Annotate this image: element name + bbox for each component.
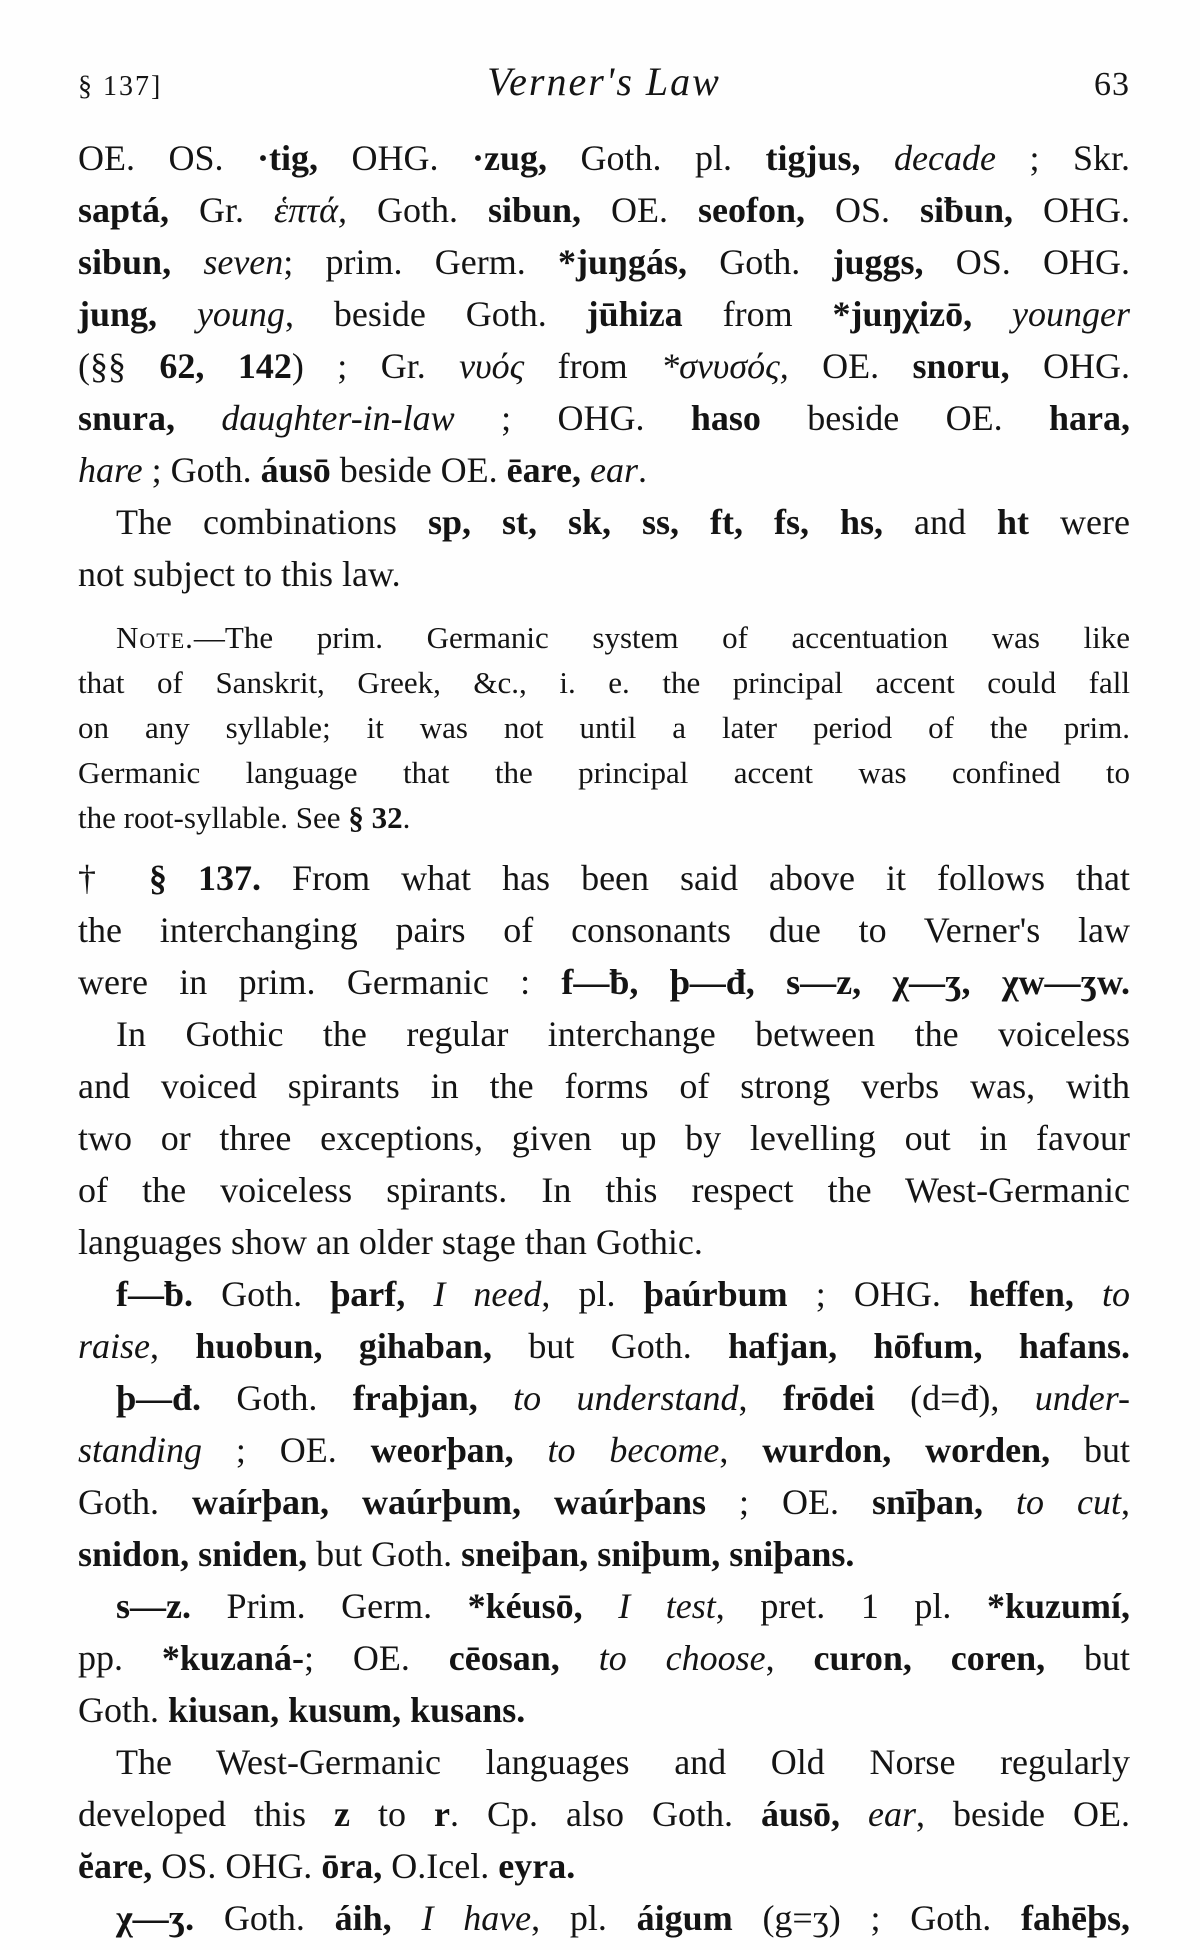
text-line xyxy=(78,852,1130,904)
page-title: Verner's Law xyxy=(487,59,721,104)
text-line xyxy=(78,548,1130,600)
text-segment: OE. OS. xyxy=(78,138,258,178)
text-segment: *kuzaná- xyxy=(161,1638,304,1678)
text-segment: In Gothic the regular interchange between the voiceless xyxy=(116,1014,1130,1054)
text-line xyxy=(78,1684,1130,1736)
para-s-z xyxy=(78,1580,1130,1736)
text-segment: but xyxy=(1050,1430,1130,1470)
text-segment: ·tig, xyxy=(257,138,319,178)
section-reference: § 137] xyxy=(78,71,163,102)
text-segment: Goth. xyxy=(78,1690,168,1730)
text-segment: cēosan, xyxy=(448,1638,560,1678)
text-segment: r xyxy=(433,1794,450,1834)
text-segment: were xyxy=(1029,502,1130,542)
text-segment: hare xyxy=(78,450,143,490)
text-segment: ōra, xyxy=(321,1846,383,1886)
text-segment: of the voiceless spirants. In this respect the West-Germanic xyxy=(78,1170,1130,1210)
text-segment: but Goth. xyxy=(491,1326,729,1366)
text-segment xyxy=(583,1586,619,1626)
para-combinations xyxy=(78,496,1130,600)
text-line xyxy=(78,132,1130,184)
text-segment: seven xyxy=(203,242,284,282)
text-segment: were in prim. Germanic : xyxy=(78,962,562,1002)
text-segment: sibun, xyxy=(78,242,172,282)
text-segment: , xyxy=(765,1638,814,1678)
text-segment: , pl. xyxy=(531,1898,637,1938)
text-segment: to become xyxy=(547,1430,720,1470)
text-segment: developed this xyxy=(78,1794,334,1834)
para-x-g xyxy=(78,1892,1130,1944)
text-segment: χ—ʒ. xyxy=(116,1898,195,1938)
page-number: 63 xyxy=(1094,66,1130,103)
text-segment: *juŋgás, xyxy=(557,242,688,282)
text-segment: , xyxy=(738,1378,783,1418)
text-segment: Goth. xyxy=(78,1482,192,1522)
text-segment xyxy=(972,294,1012,334)
text-segment: siƀun, xyxy=(919,190,1014,230)
text-segment: saptá, xyxy=(78,190,170,230)
para-continuation xyxy=(78,132,1130,496)
text-segment: decade xyxy=(894,138,996,178)
text-line xyxy=(78,795,1130,840)
text-segment: *kuzumí, xyxy=(986,1586,1131,1626)
text-segment: eyra. xyxy=(498,1846,576,1886)
text-segment: sibun, xyxy=(487,190,582,230)
text-segment: fahēþs, xyxy=(1020,1898,1130,1938)
para-f-b xyxy=(78,1268,1130,1372)
text-segment: OHG. xyxy=(1013,190,1130,230)
text-line xyxy=(78,340,1130,392)
text-segment: *σνυσός, xyxy=(661,346,789,386)
text-segment: juggs, xyxy=(832,242,924,282)
text-segment: waírþan, waúrþum, waúrþans xyxy=(191,1482,707,1522)
text-segment: § 32 xyxy=(348,800,403,835)
text-segment xyxy=(175,398,221,438)
text-segment: to choose xyxy=(598,1638,766,1678)
text-segment: ēare, xyxy=(506,450,581,490)
text-segment: OE. xyxy=(581,190,698,230)
text-segment: I test xyxy=(618,1586,716,1626)
text-segment: 62, 142 xyxy=(159,346,292,386)
text-segment: jūhiza xyxy=(586,294,683,334)
text-segment: to xyxy=(1102,1274,1131,1314)
text-segment xyxy=(392,1898,422,1938)
text-segment: ; prim. Germ. xyxy=(283,242,558,282)
text-segment: (g=ʒ) ; Goth. xyxy=(732,1898,1021,1938)
text-line xyxy=(78,1892,1130,1944)
text-segment: ; OE. xyxy=(202,1430,371,1470)
text-segment: OS. OHG. xyxy=(923,242,1131,282)
text-segment: Goth. xyxy=(347,190,488,230)
text-line xyxy=(78,444,1130,496)
text-segment: I need xyxy=(433,1274,542,1314)
text-segment: Goth. xyxy=(687,242,833,282)
text-segment: heffen, xyxy=(968,1274,1074,1314)
text-segment: not subject to this law. xyxy=(78,554,401,594)
text-line xyxy=(78,660,1130,705)
text-segment: þ—đ. xyxy=(116,1378,202,1418)
text-segment: (§§ xyxy=(78,346,160,386)
text-segment: languages show an older stage than Gothic. xyxy=(78,1222,703,1262)
text-line xyxy=(78,1424,1130,1476)
text-segment: Gr. xyxy=(169,190,274,230)
text-segment: OE. xyxy=(788,346,913,386)
text-segment: Goth. xyxy=(193,1274,331,1314)
text-line xyxy=(78,236,1130,288)
text-segment xyxy=(983,1482,1016,1522)
text-segment: ; OE. xyxy=(706,1482,872,1522)
text-segment: ·zug, xyxy=(472,138,548,178)
text-segment: , beside OE. xyxy=(916,1794,1130,1834)
text-line xyxy=(78,184,1130,236)
text-line xyxy=(78,1008,1130,1060)
text-segment: that of Sanskrit, Greek, &c., i. e. the principal accent could fall xyxy=(78,665,1130,700)
text-segment: standing xyxy=(78,1430,203,1470)
text-segment: and voiced spirants in the forms of strong verbs was, with xyxy=(78,1066,1130,1106)
text-segment: , pret. 1 pl. xyxy=(715,1586,987,1626)
text-segment: áigum xyxy=(636,1898,733,1938)
text-segment: hara, xyxy=(1049,398,1130,438)
text-segment: s—z. xyxy=(116,1586,191,1626)
text-line xyxy=(78,615,1130,660)
text-line xyxy=(78,705,1130,750)
text-segment: daughter-in-law xyxy=(221,398,455,438)
text-segment: but xyxy=(1045,1638,1131,1678)
text-segment: under- xyxy=(1034,1378,1131,1418)
text-line xyxy=(78,1840,1130,1892)
text-segment: kiusan, kusum, kusans. xyxy=(168,1690,526,1730)
text-segment: younger xyxy=(1012,294,1131,334)
text-segment: ἑπτά, xyxy=(273,190,347,230)
text-segment: , xyxy=(150,1326,196,1366)
para-note xyxy=(78,615,1130,840)
text-line xyxy=(78,1164,1130,1216)
text-segment: , pl. xyxy=(541,1274,644,1314)
text-segment: Goth. xyxy=(194,1898,335,1938)
text-line xyxy=(78,1736,1130,1788)
text-segment: (d=đ), xyxy=(874,1378,1035,1418)
text-segment: þarf, xyxy=(330,1274,406,1314)
text-segment: to xyxy=(349,1794,434,1834)
text-line xyxy=(78,904,1130,956)
text-segment: O.Icel. xyxy=(382,1846,499,1886)
text-segment: the root-syllable. See xyxy=(78,800,349,835)
text-segment: f—ƀ. xyxy=(116,1274,194,1314)
text-segment: raise xyxy=(78,1326,150,1366)
text-segment: ; Skr. xyxy=(995,138,1131,178)
text-segment: νυός xyxy=(459,346,525,386)
text-line xyxy=(78,1320,1130,1372)
text-segment: þaúrbum xyxy=(643,1274,788,1314)
text-segment: ) ; Gr. xyxy=(291,346,460,386)
text-segment: áusō xyxy=(260,450,331,490)
text-segment: , xyxy=(1121,1482,1131,1522)
text-segment: ĕare, xyxy=(78,1846,153,1886)
text-line xyxy=(78,956,1130,1008)
text-line xyxy=(78,1580,1130,1632)
text-segment: OS. OHG. xyxy=(152,1846,322,1886)
text-segment: and xyxy=(883,502,998,542)
text-line xyxy=(78,392,1130,444)
text-segment: snīþan, xyxy=(871,1482,984,1522)
text-segment: wurdon, worden, xyxy=(762,1430,1051,1470)
text-segment: —The prim. Germanic system of accentuation was like xyxy=(193,620,1130,655)
text-segment: ; Goth. xyxy=(142,450,261,490)
text-segment: hafjan, hōfum, hafans. xyxy=(728,1326,1130,1366)
text-segment: ; OHG. xyxy=(787,1274,969,1314)
text-segment: seofon, xyxy=(697,190,805,230)
text-segment: to cut xyxy=(1016,1482,1122,1522)
text-segment: frōdei xyxy=(782,1378,875,1418)
text-segment: sneiþan, sniþum, sniþans. xyxy=(461,1534,855,1574)
text-line xyxy=(78,1112,1130,1164)
text-segment: I have xyxy=(421,1898,532,1938)
text-segment: , beside Goth. xyxy=(284,294,587,334)
text-segment: fraþjan, xyxy=(352,1378,478,1418)
text-segment: *kéusō, xyxy=(467,1586,583,1626)
text-segment: , xyxy=(719,1430,763,1470)
text-segment: Goth. pl. xyxy=(547,138,766,178)
text-segment: the interchanging pairs of consonants due to Verner's law xyxy=(78,910,1130,950)
text-segment: ht xyxy=(997,502,1030,542)
text-segment: Germanic language that the principal accent was confined to xyxy=(78,755,1130,790)
text-segment: beside OE. xyxy=(330,450,507,490)
text-segment: ear xyxy=(589,450,638,490)
text-line xyxy=(78,496,1130,548)
text-segment: Prim. Germ. xyxy=(191,1586,468,1626)
text-segment: † xyxy=(78,858,150,898)
text-segment: tigjus, xyxy=(765,138,861,178)
text-segment: áih, xyxy=(334,1898,392,1938)
text-segment: jung, xyxy=(78,294,158,334)
para-section-137 xyxy=(78,852,1130,1008)
text-line xyxy=(78,1788,1130,1840)
text-line xyxy=(78,288,1130,340)
text-segment: snura, xyxy=(78,398,176,438)
text-segment xyxy=(861,138,895,178)
para-th-d xyxy=(78,1372,1130,1580)
text-segment: OHG. xyxy=(1009,346,1130,386)
text-line xyxy=(78,1060,1130,1112)
text-line xyxy=(78,1372,1130,1424)
running-head xyxy=(78,58,1130,106)
text-segment: The combinations xyxy=(116,502,428,542)
text-segment: to understand xyxy=(513,1378,739,1418)
text-segment: young xyxy=(196,294,285,334)
text-line xyxy=(78,1268,1130,1320)
text-segment: two or three exceptions, given up by levelling out in favour xyxy=(78,1118,1130,1158)
text-line xyxy=(78,750,1130,795)
text-segment: ; OE. xyxy=(303,1638,449,1678)
para-gothic-interchange xyxy=(78,1008,1130,1268)
text-segment: The West-Germanic languages and Old Norse regularly xyxy=(116,1742,1130,1782)
text-segment: § 137. xyxy=(149,858,262,898)
text-segment: . xyxy=(637,450,647,490)
text-line xyxy=(78,1632,1130,1684)
text-segment xyxy=(478,1378,513,1418)
text-segment: from xyxy=(524,346,662,386)
text-segment: OS. xyxy=(804,190,920,230)
text-segment xyxy=(514,1430,548,1470)
text-segment: from xyxy=(682,294,833,334)
text-segment xyxy=(560,1638,599,1678)
text-segment: beside OE. xyxy=(760,398,1049,438)
text-segment: snidon, sniden, xyxy=(78,1534,308,1574)
text-segment: ; OHG. xyxy=(454,398,691,438)
text-segment: From what has been said above it follows that xyxy=(261,858,1131,898)
text-segment: . xyxy=(402,800,411,835)
text-segment: huobun, gihaban, xyxy=(195,1326,492,1366)
text-segment: z xyxy=(333,1794,350,1834)
text-segment: f—ƀ, þ—đ, s—z, χ—ʒ, χw—ʒw. xyxy=(561,962,1130,1002)
text-segment: Goth. xyxy=(201,1378,353,1418)
text-segment: áusō, xyxy=(760,1794,841,1834)
text-segment xyxy=(405,1274,433,1314)
text-segment xyxy=(581,450,590,490)
text-segment: *juŋχizō, xyxy=(832,294,973,334)
text-segment xyxy=(1074,1274,1102,1314)
text-segment xyxy=(171,242,203,282)
text-segment: ear xyxy=(868,1794,917,1834)
text-line xyxy=(78,1216,1130,1268)
text-segment: but Goth. xyxy=(307,1534,462,1574)
text-segment: snoru, xyxy=(912,346,1010,386)
text-segment: sp, st, sk, ss, ft, fs, hs, xyxy=(427,502,884,542)
text-segment: pp. xyxy=(78,1638,162,1678)
text-segment xyxy=(840,1794,868,1834)
para-west-germanic xyxy=(78,1736,1130,1892)
text-segment: haso xyxy=(690,398,761,438)
text-segment: . Cp. also Goth. xyxy=(449,1794,761,1834)
text-segment: curon, coren, xyxy=(813,1638,1046,1678)
text-segment: weorþan, xyxy=(370,1430,514,1470)
page-body xyxy=(78,132,1130,1944)
text-segment xyxy=(157,294,197,334)
text-line xyxy=(78,1528,1130,1580)
text-line xyxy=(78,1476,1130,1528)
text-segment: OHG. xyxy=(318,138,473,178)
text-segment: Note. xyxy=(116,620,194,655)
text-segment: on any syllable; it was not until a later period of the prim. xyxy=(78,710,1130,745)
